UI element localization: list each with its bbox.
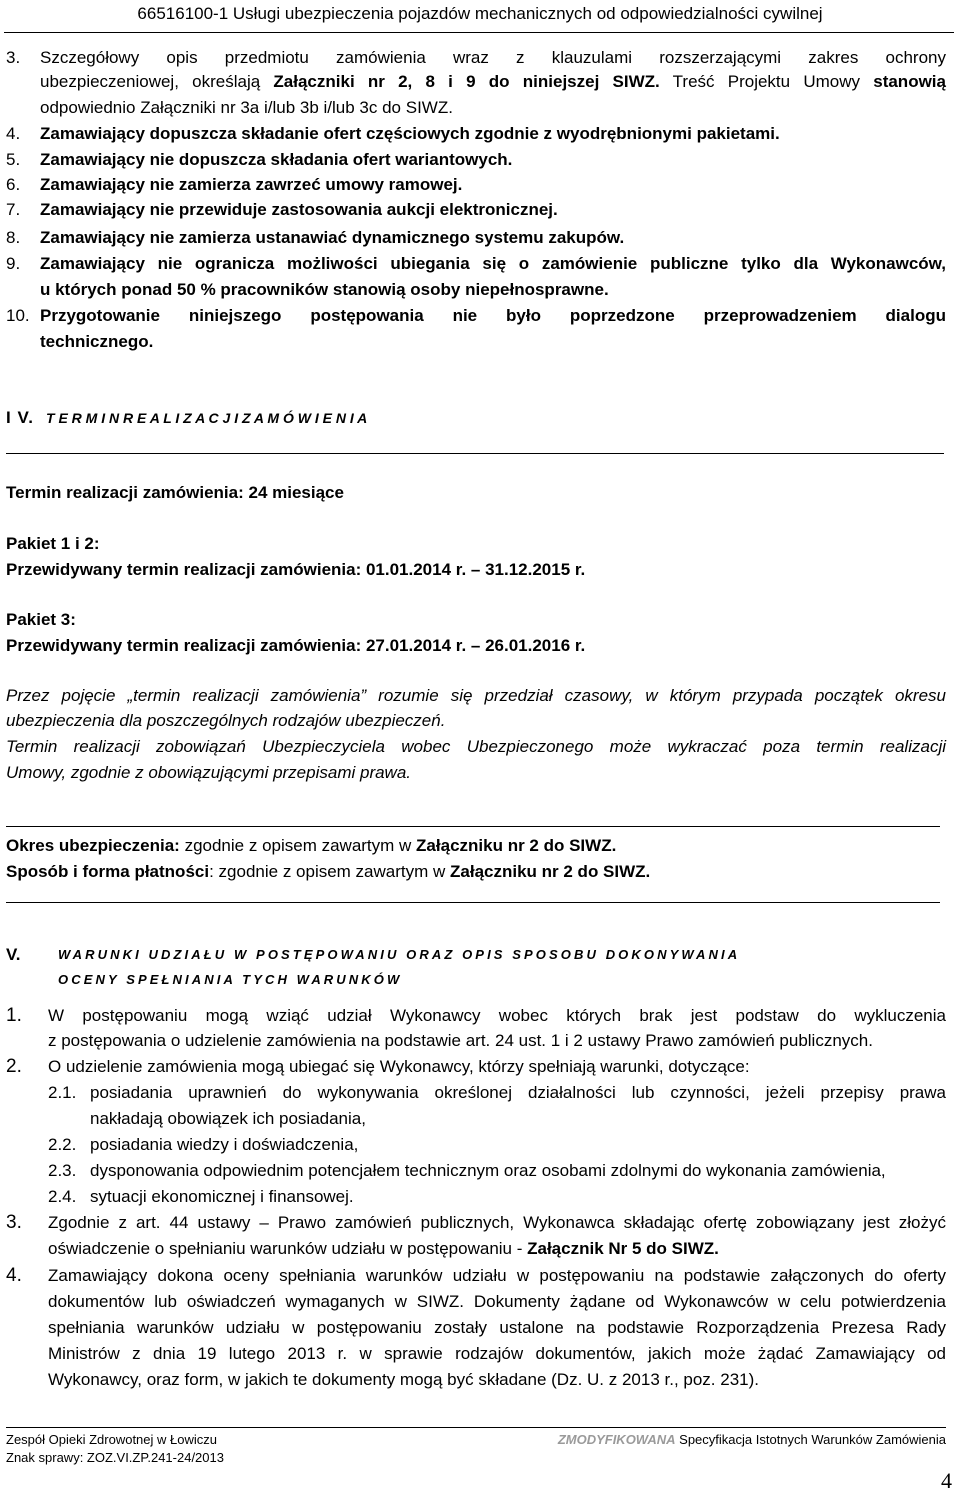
condition-4-line-4: Ministrów z dnia 19 lutego 2013 r. w sprawie rodzajów dokumentów, jakich może żądać Zamawiający od <box>48 1344 946 1363</box>
condition-3-line-2: oświadczenie o spełnianiu warunków udziału w postępowaniu - Załącznik Nr 5 do SIWZ. <box>48 1239 719 1258</box>
item-number: 4. <box>6 124 21 143</box>
condition-4-line-2: dokumentów lub oświadczeń wymaganych w SIWZ. Dokumenty żądane od Wykonawców w celu potwierdzenia <box>48 1292 946 1311</box>
section-4-title: T E R M I N R E A L I Z A C J I Z A M Ó W I E N I A <box>46 410 368 426</box>
condition-4-line-5: Wykonawcy, oraz form, w jakich te dokumenty mogą być składane (Dz. U. z 2013 r., poz. 231). <box>48 1370 759 1389</box>
item-8: Zamawiający nie zamierza ustanawiać dynamicznego systemu zakupów. <box>40 228 625 247</box>
page-number: 4 <box>941 1468 952 1493</box>
condition-1-line-1: W postępowaniu mogą wziąć udział Wykonawcy wobec których brak jest podstaw do wykluczenia <box>48 1006 946 1025</box>
item-6: Zamawiający nie zamierza zawrzeć umowy ramowej. <box>40 175 463 194</box>
footer-organization: Zespół Opieki Zdrowotnej w Łowiczu <box>6 1432 217 1447</box>
item-3-line-1: Szczegółowy opis przedmiotu zamówienia wraz z klauzulami rozszerzającymi zakres ochrony <box>40 48 946 67</box>
sub-item-number: 2.4. <box>48 1187 77 1206</box>
section-4-rule <box>6 453 944 454</box>
item-9-line-1: Zamawiający nie ogranicza możliwości ubiegania się o zamówienie publiczne tylko dla Wykonawców, <box>40 254 946 273</box>
package-1-2-term: Przewidywany termin realizacji zamówienia: 01.01.2014 r. – 31.12.2015 r. <box>6 560 586 579</box>
condition-2-2: posiadania wiedzy i doświadczenia, <box>90 1135 359 1154</box>
item-7: Zamawiający nie przewiduje zastosowania aukcji elektronicznej. <box>40 200 558 219</box>
section-5-title-line-2: OCENY SPEŁNIANIA TYCH WARUNKÓW <box>58 972 403 987</box>
item-3-line-3: odpowiednio Załączniki nr 3a i/lub 3b i/lub 3c do SIWZ. <box>40 98 453 117</box>
item-number: 2. <box>6 1056 22 1077</box>
package-3-label: Pakiet 3: <box>6 610 76 629</box>
item-10-line-2: technicznego. <box>40 332 154 351</box>
package-3-term: Przewidywany termin realizacji zamówienia: 27.01.2014 r. – 26.01.2016 r. <box>6 636 586 655</box>
footer-case-number: Znak sprawy: ZOZ.VI.ZP.241-24/2013 <box>6 1450 224 1465</box>
section-4-number: I V. <box>6 408 34 427</box>
item-number: 1. <box>6 1005 22 1026</box>
rule-below-payment <box>6 902 940 903</box>
item-number: 10. <box>6 306 30 325</box>
condition-2-4: sytuacji ekonomicznej i finansowej. <box>90 1187 354 1206</box>
item-number: 3. <box>6 48 21 67</box>
item-number: 9. <box>6 254 21 273</box>
insurance-period: Okres ubezpieczenia: zgodnie z opisem zawartym w Załączniku nr 2 do SIWZ. <box>6 836 617 855</box>
item-number: 3. <box>6 1212 22 1233</box>
item-number: 6. <box>6 175 21 194</box>
footer-rule <box>6 1427 946 1428</box>
sub-item-number: 2.2. <box>48 1135 77 1154</box>
sub-item-number: 2.1. <box>48 1083 77 1102</box>
term-total: Termin realizacji zamówienia: 24 miesiące <box>6 483 344 502</box>
payment-method: Sposób i forma płatności: zgodnie z opisem zawartym w Załączniku nr 2 do SIWZ. <box>6 862 651 881</box>
header-rule <box>4 32 954 33</box>
item-number: 8. <box>6 228 21 247</box>
condition-4-line-3: spełniania warunków udziału w postępowaniu zostały ustalone na podstawie Rozporządzenia Prezesa Rady <box>48 1318 946 1337</box>
item-5: Zamawiający nie dopuszcza składania ofert wariantowych. <box>40 150 513 169</box>
item-number: 7. <box>6 200 21 219</box>
item-10-line-1: Przygotowanie niniejszego postępowania nie było poprzedzone przeprowadzeniem dialogu <box>40 306 946 325</box>
item-4: Zamawiający dopuszcza składanie ofert częściowych zgodnie z wyodrębnionymi pakietami. <box>40 124 780 143</box>
item-number: 4. <box>6 1265 22 1286</box>
footer-document-title: ZMODYFIKOWANA Specyfikacja Istotnych Warunków Zamówienia <box>557 1432 946 1447</box>
condition-2-3: dysponowania odpowiednim potencjałem technicznym oraz osobami zdolnymi do wykonania zamówienia, <box>90 1161 886 1180</box>
term-note-1-line-1: Przez pojęcie „termin realizacji zamówienia” rozumie się przedział czasowy, w którym przypada początek okresu <box>6 686 946 705</box>
condition-2-1-line-1: posiadania uprawnień do wykonywania określonej działalności lub czynności, jeżeli przepisy prawa <box>90 1083 946 1102</box>
package-1-2-label: Pakiet 1 i 2: <box>6 534 100 553</box>
condition-3-line-1: Zgodnie z art. 44 ustawy – Prawo zamówień publicznych, Wykonawca składając ofertę zobowiązany jest złożyć <box>48 1213 946 1232</box>
item-9-line-2: u których ponad 50 % pracowników stanowią osoby niepełnosprawne. <box>40 280 609 299</box>
term-note-2-line-2: Umowy, zgodnie z obowiązującymi przepisami prawa. <box>6 763 412 782</box>
item-number: 5. <box>6 150 21 169</box>
condition-2: O udzielenie zamówienia mogą ubiegać się Wykonawcy, którzy spełniają warunki, dotyczące: <box>48 1057 750 1076</box>
sub-item-number: 2.3. <box>48 1161 77 1180</box>
condition-4-line-1: Zamawiający dokona oceny spełniania warunków udziału w postępowaniu na podstawie załączonych do oferty <box>48 1266 946 1285</box>
rule-above-insurance <box>6 826 940 827</box>
term-note-1-line-2: ubezpieczenia dla poszczególnych rodzajów ubezpieczeń. <box>6 711 446 730</box>
condition-1-line-2: z postępowania o udzielenie zamówienia na podstawie art. 24 ust. 1 i 2 ustawy Prawo zamówień publicznych. <box>48 1031 873 1050</box>
term-note-2-line-1: Termin realizacji zobowiązań Ubezpieczyciela wobec Ubezpieczonego może wykraczać poza termin realizacji <box>6 737 946 756</box>
section-5-number: V. <box>6 945 21 964</box>
condition-2-1-line-2: nakładają obowiązek ich posiadania, <box>90 1109 366 1128</box>
item-3-line-2: ubezpieczeniowej, określają Załączniki nr 2, 8 i 9 do niniejszej SIWZ. Treść Projektu Umowy stanowią <box>40 72 946 91</box>
running-header: 66516100-1 Usługi ubezpieczenia pojazdów mechanicznych od odpowiedzialności cywilnej <box>137 4 823 23</box>
section-5-title-line-1: WARUNKI UDZIAŁU W POSTĘPOWANIU ORAZ OPIS SPOSOBU DOKONYWANIA <box>58 947 741 962</box>
